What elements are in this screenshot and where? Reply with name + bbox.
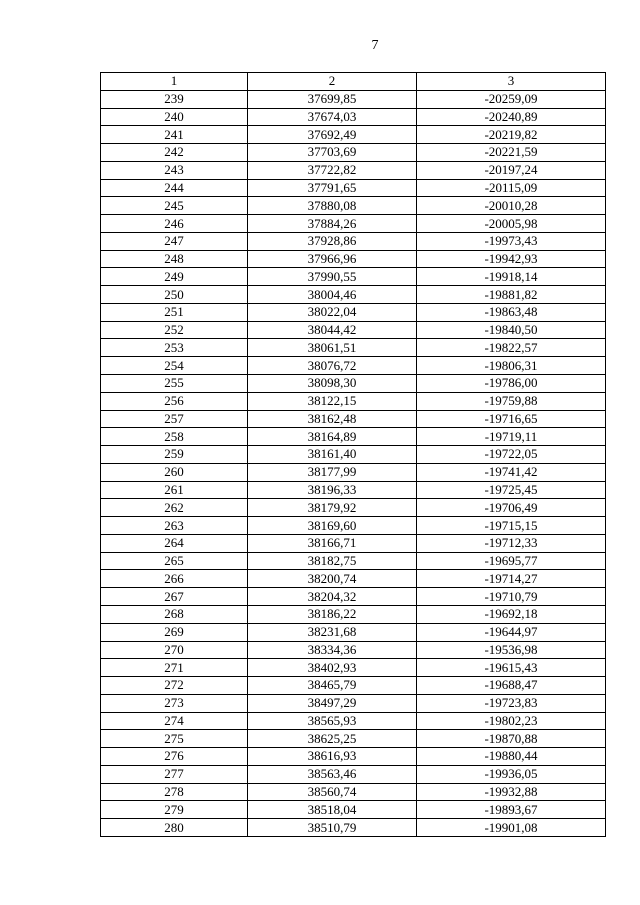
y-coordinate-cell: -19722,05 — [417, 446, 606, 464]
x-coordinate-cell: 37674,03 — [248, 108, 417, 126]
y-coordinate-cell: -19942,93 — [417, 250, 606, 268]
point-number-cell: 266 — [101, 570, 248, 588]
x-coordinate-cell: 37990,55 — [248, 268, 417, 286]
table-row — [101, 232, 606, 250]
y-coordinate-cell: -19822,57 — [417, 339, 606, 357]
y-coordinate-cell: -19840,50 — [417, 321, 606, 339]
table-row — [101, 659, 606, 677]
point-number-cell: 259 — [101, 446, 248, 464]
y-coordinate-cell: -19863,48 — [417, 303, 606, 321]
point-number-cell: 249 — [101, 268, 248, 286]
point-number-cell: 270 — [101, 641, 248, 659]
column-header-1: 1 — [101, 73, 248, 91]
point-number-cell: 262 — [101, 499, 248, 517]
y-coordinate-cell: -20010,28 — [417, 197, 606, 215]
x-coordinate-cell: 37699,85 — [248, 90, 417, 108]
x-coordinate-cell: 37928,86 — [248, 232, 417, 250]
table-row — [101, 446, 606, 464]
table-row — [101, 392, 606, 410]
table-row — [101, 375, 606, 393]
point-number-cell: 250 — [101, 286, 248, 304]
point-number-cell: 277 — [101, 765, 248, 783]
point-number-cell: 280 — [101, 819, 248, 837]
table-row — [101, 730, 606, 748]
table-row — [101, 197, 606, 215]
table-row — [101, 499, 606, 517]
table-header — [101, 73, 606, 91]
x-coordinate-cell: 38497,29 — [248, 694, 417, 712]
y-coordinate-cell: -20219,82 — [417, 126, 606, 144]
page-number: 7 — [371, 38, 379, 53]
table-row — [101, 694, 606, 712]
x-coordinate-cell: 38196,33 — [248, 481, 417, 499]
x-coordinate-cell: 37884,26 — [248, 215, 417, 233]
table-row — [101, 179, 606, 197]
y-coordinate-cell: -19706,49 — [417, 499, 606, 517]
x-coordinate-cell: 37791,65 — [248, 179, 417, 197]
y-coordinate-cell: -19714,27 — [417, 570, 606, 588]
x-coordinate-cell: 37880,08 — [248, 197, 417, 215]
point-number-cell: 253 — [101, 339, 248, 357]
x-coordinate-cell: 38179,92 — [248, 499, 417, 517]
x-coordinate-cell: 38076,72 — [248, 357, 417, 375]
table-row — [101, 570, 606, 588]
x-coordinate-cell: 38565,93 — [248, 712, 417, 730]
point-number-cell: 260 — [101, 463, 248, 481]
table-row — [101, 321, 606, 339]
point-number-cell: 252 — [101, 321, 248, 339]
point-number-cell: 279 — [101, 801, 248, 819]
y-coordinate-cell: -19802,23 — [417, 712, 606, 730]
table-row — [101, 748, 606, 766]
point-number-cell: 247 — [101, 232, 248, 250]
x-coordinate-cell: 38200,74 — [248, 570, 417, 588]
x-coordinate-cell: 37966,96 — [248, 250, 417, 268]
point-number-cell: 278 — [101, 783, 248, 801]
point-number-cell: 243 — [101, 161, 248, 179]
point-number-cell: 275 — [101, 730, 248, 748]
point-number-cell: 241 — [101, 126, 248, 144]
x-coordinate-cell: 38402,93 — [248, 659, 417, 677]
table-row — [101, 126, 606, 144]
table-row — [101, 144, 606, 162]
x-coordinate-cell: 38098,30 — [248, 375, 417, 393]
table-row — [101, 215, 606, 233]
y-coordinate-cell: -19715,15 — [417, 517, 606, 535]
table-row — [101, 588, 606, 606]
table-row — [101, 268, 606, 286]
point-number-cell: 273 — [101, 694, 248, 712]
column-header-3: 3 — [417, 73, 606, 91]
x-coordinate-cell: 38465,79 — [248, 677, 417, 695]
point-number-cell: 242 — [101, 144, 248, 162]
table-row — [101, 801, 606, 819]
table-row — [101, 161, 606, 179]
x-coordinate-cell: 38164,89 — [248, 428, 417, 446]
x-coordinate-cell: 37692,49 — [248, 126, 417, 144]
y-coordinate-cell: -19719,11 — [417, 428, 606, 446]
table-row — [101, 819, 606, 837]
header-row — [101, 73, 606, 91]
y-coordinate-cell: -19716,65 — [417, 410, 606, 428]
y-coordinate-cell: -19644,97 — [417, 623, 606, 641]
point-number-cell: 272 — [101, 677, 248, 695]
x-coordinate-cell: 38044,42 — [248, 321, 417, 339]
point-number-cell: 245 — [101, 197, 248, 215]
table-row — [101, 428, 606, 446]
y-coordinate-cell: -19932,88 — [417, 783, 606, 801]
x-coordinate-cell: 38231,68 — [248, 623, 417, 641]
y-coordinate-cell: -19615,43 — [417, 659, 606, 677]
y-coordinate-cell: -19723,83 — [417, 694, 606, 712]
table-row — [101, 517, 606, 535]
x-coordinate-cell: 37722,82 — [248, 161, 417, 179]
table-row — [101, 108, 606, 126]
y-coordinate-cell: -19918,14 — [417, 268, 606, 286]
point-number-cell: 244 — [101, 179, 248, 197]
column-header-2: 2 — [248, 73, 417, 91]
x-coordinate-cell: 38161,40 — [248, 446, 417, 464]
table-row — [101, 641, 606, 659]
y-coordinate-cell: -20240,89 — [417, 108, 606, 126]
point-number-cell: 271 — [101, 659, 248, 677]
x-coordinate-cell: 38022,04 — [248, 303, 417, 321]
x-coordinate-cell: 38563,46 — [248, 765, 417, 783]
point-number-cell: 265 — [101, 552, 248, 570]
y-coordinate-cell: -19536,98 — [417, 641, 606, 659]
point-number-cell: 239 — [101, 90, 248, 108]
y-coordinate-cell: -19870,88 — [417, 730, 606, 748]
point-number-cell: 264 — [101, 534, 248, 552]
x-coordinate-cell: 38177,99 — [248, 463, 417, 481]
x-coordinate-cell: 38560,74 — [248, 783, 417, 801]
y-coordinate-cell: -19901,08 — [417, 819, 606, 837]
table-row — [101, 765, 606, 783]
y-coordinate-cell: -20005,98 — [417, 215, 606, 233]
y-coordinate-cell: -19786,00 — [417, 375, 606, 393]
y-coordinate-cell: -19893,67 — [417, 801, 606, 819]
point-number-cell: 276 — [101, 748, 248, 766]
table-row — [101, 605, 606, 623]
table-row — [101, 463, 606, 481]
y-coordinate-cell: -19695,77 — [417, 552, 606, 570]
x-coordinate-cell: 38518,04 — [248, 801, 417, 819]
point-number-cell: 263 — [101, 517, 248, 535]
table-row — [101, 534, 606, 552]
point-number-cell: 274 — [101, 712, 248, 730]
point-number-cell: 240 — [101, 108, 248, 126]
point-number-cell: 254 — [101, 357, 248, 375]
x-coordinate-cell: 38616,93 — [248, 748, 417, 766]
y-coordinate-cell: -19759,88 — [417, 392, 606, 410]
x-coordinate-cell: 38122,15 — [248, 392, 417, 410]
x-coordinate-cell: 38166,71 — [248, 534, 417, 552]
x-coordinate-cell: 38334,36 — [248, 641, 417, 659]
y-coordinate-cell: -19741,42 — [417, 463, 606, 481]
point-number-cell: 248 — [101, 250, 248, 268]
table-row — [101, 339, 606, 357]
y-coordinate-cell: -20197,24 — [417, 161, 606, 179]
table-row — [101, 712, 606, 730]
y-coordinate-cell: -19806,31 — [417, 357, 606, 375]
point-number-cell: 261 — [101, 481, 248, 499]
point-number-cell: 258 — [101, 428, 248, 446]
x-coordinate-cell: 38510,79 — [248, 819, 417, 837]
y-coordinate-cell: -19936,05 — [417, 765, 606, 783]
point-number-cell: 246 — [101, 215, 248, 233]
point-number-cell: 268 — [101, 605, 248, 623]
point-number-cell: 251 — [101, 303, 248, 321]
y-coordinate-cell: -19710,79 — [417, 588, 606, 606]
y-coordinate-cell: -20259,09 — [417, 90, 606, 108]
x-coordinate-cell: 38182,75 — [248, 552, 417, 570]
table-row — [101, 410, 606, 428]
y-coordinate-cell: -19880,44 — [417, 748, 606, 766]
x-coordinate-cell: 38625,25 — [248, 730, 417, 748]
table-row — [101, 677, 606, 695]
y-coordinate-cell: -19973,43 — [417, 232, 606, 250]
x-coordinate-cell: 37703,69 — [248, 144, 417, 162]
point-number-cell: 255 — [101, 375, 248, 393]
table-row — [101, 90, 606, 108]
y-coordinate-cell: -20221,59 — [417, 144, 606, 162]
point-number-cell: 257 — [101, 410, 248, 428]
table-row — [101, 552, 606, 570]
table-row — [101, 250, 606, 268]
table-row — [101, 783, 606, 801]
coordinates-table — [100, 72, 606, 837]
x-coordinate-cell: 38169,60 — [248, 517, 417, 535]
y-coordinate-cell: -19881,82 — [417, 286, 606, 304]
x-coordinate-cell: 38061,51 — [248, 339, 417, 357]
y-coordinate-cell: -19712,33 — [417, 534, 606, 552]
y-coordinate-cell: -19725,45 — [417, 481, 606, 499]
table-row — [101, 357, 606, 375]
table-row — [101, 286, 606, 304]
point-number-cell: 267 — [101, 588, 248, 606]
table-row — [101, 303, 606, 321]
x-coordinate-cell: 38204,32 — [248, 588, 417, 606]
x-coordinate-cell: 38186,22 — [248, 605, 417, 623]
table-row — [101, 623, 606, 641]
y-coordinate-cell: -20115,09 — [417, 179, 606, 197]
x-coordinate-cell: 38162,48 — [248, 410, 417, 428]
x-coordinate-cell: 38004,46 — [248, 286, 417, 304]
table-row — [101, 481, 606, 499]
y-coordinate-cell: -19688,47 — [417, 677, 606, 695]
y-coordinate-cell: -19692,18 — [417, 605, 606, 623]
point-number-cell: 256 — [101, 392, 248, 410]
table-body — [101, 90, 606, 836]
point-number-cell: 269 — [101, 623, 248, 641]
